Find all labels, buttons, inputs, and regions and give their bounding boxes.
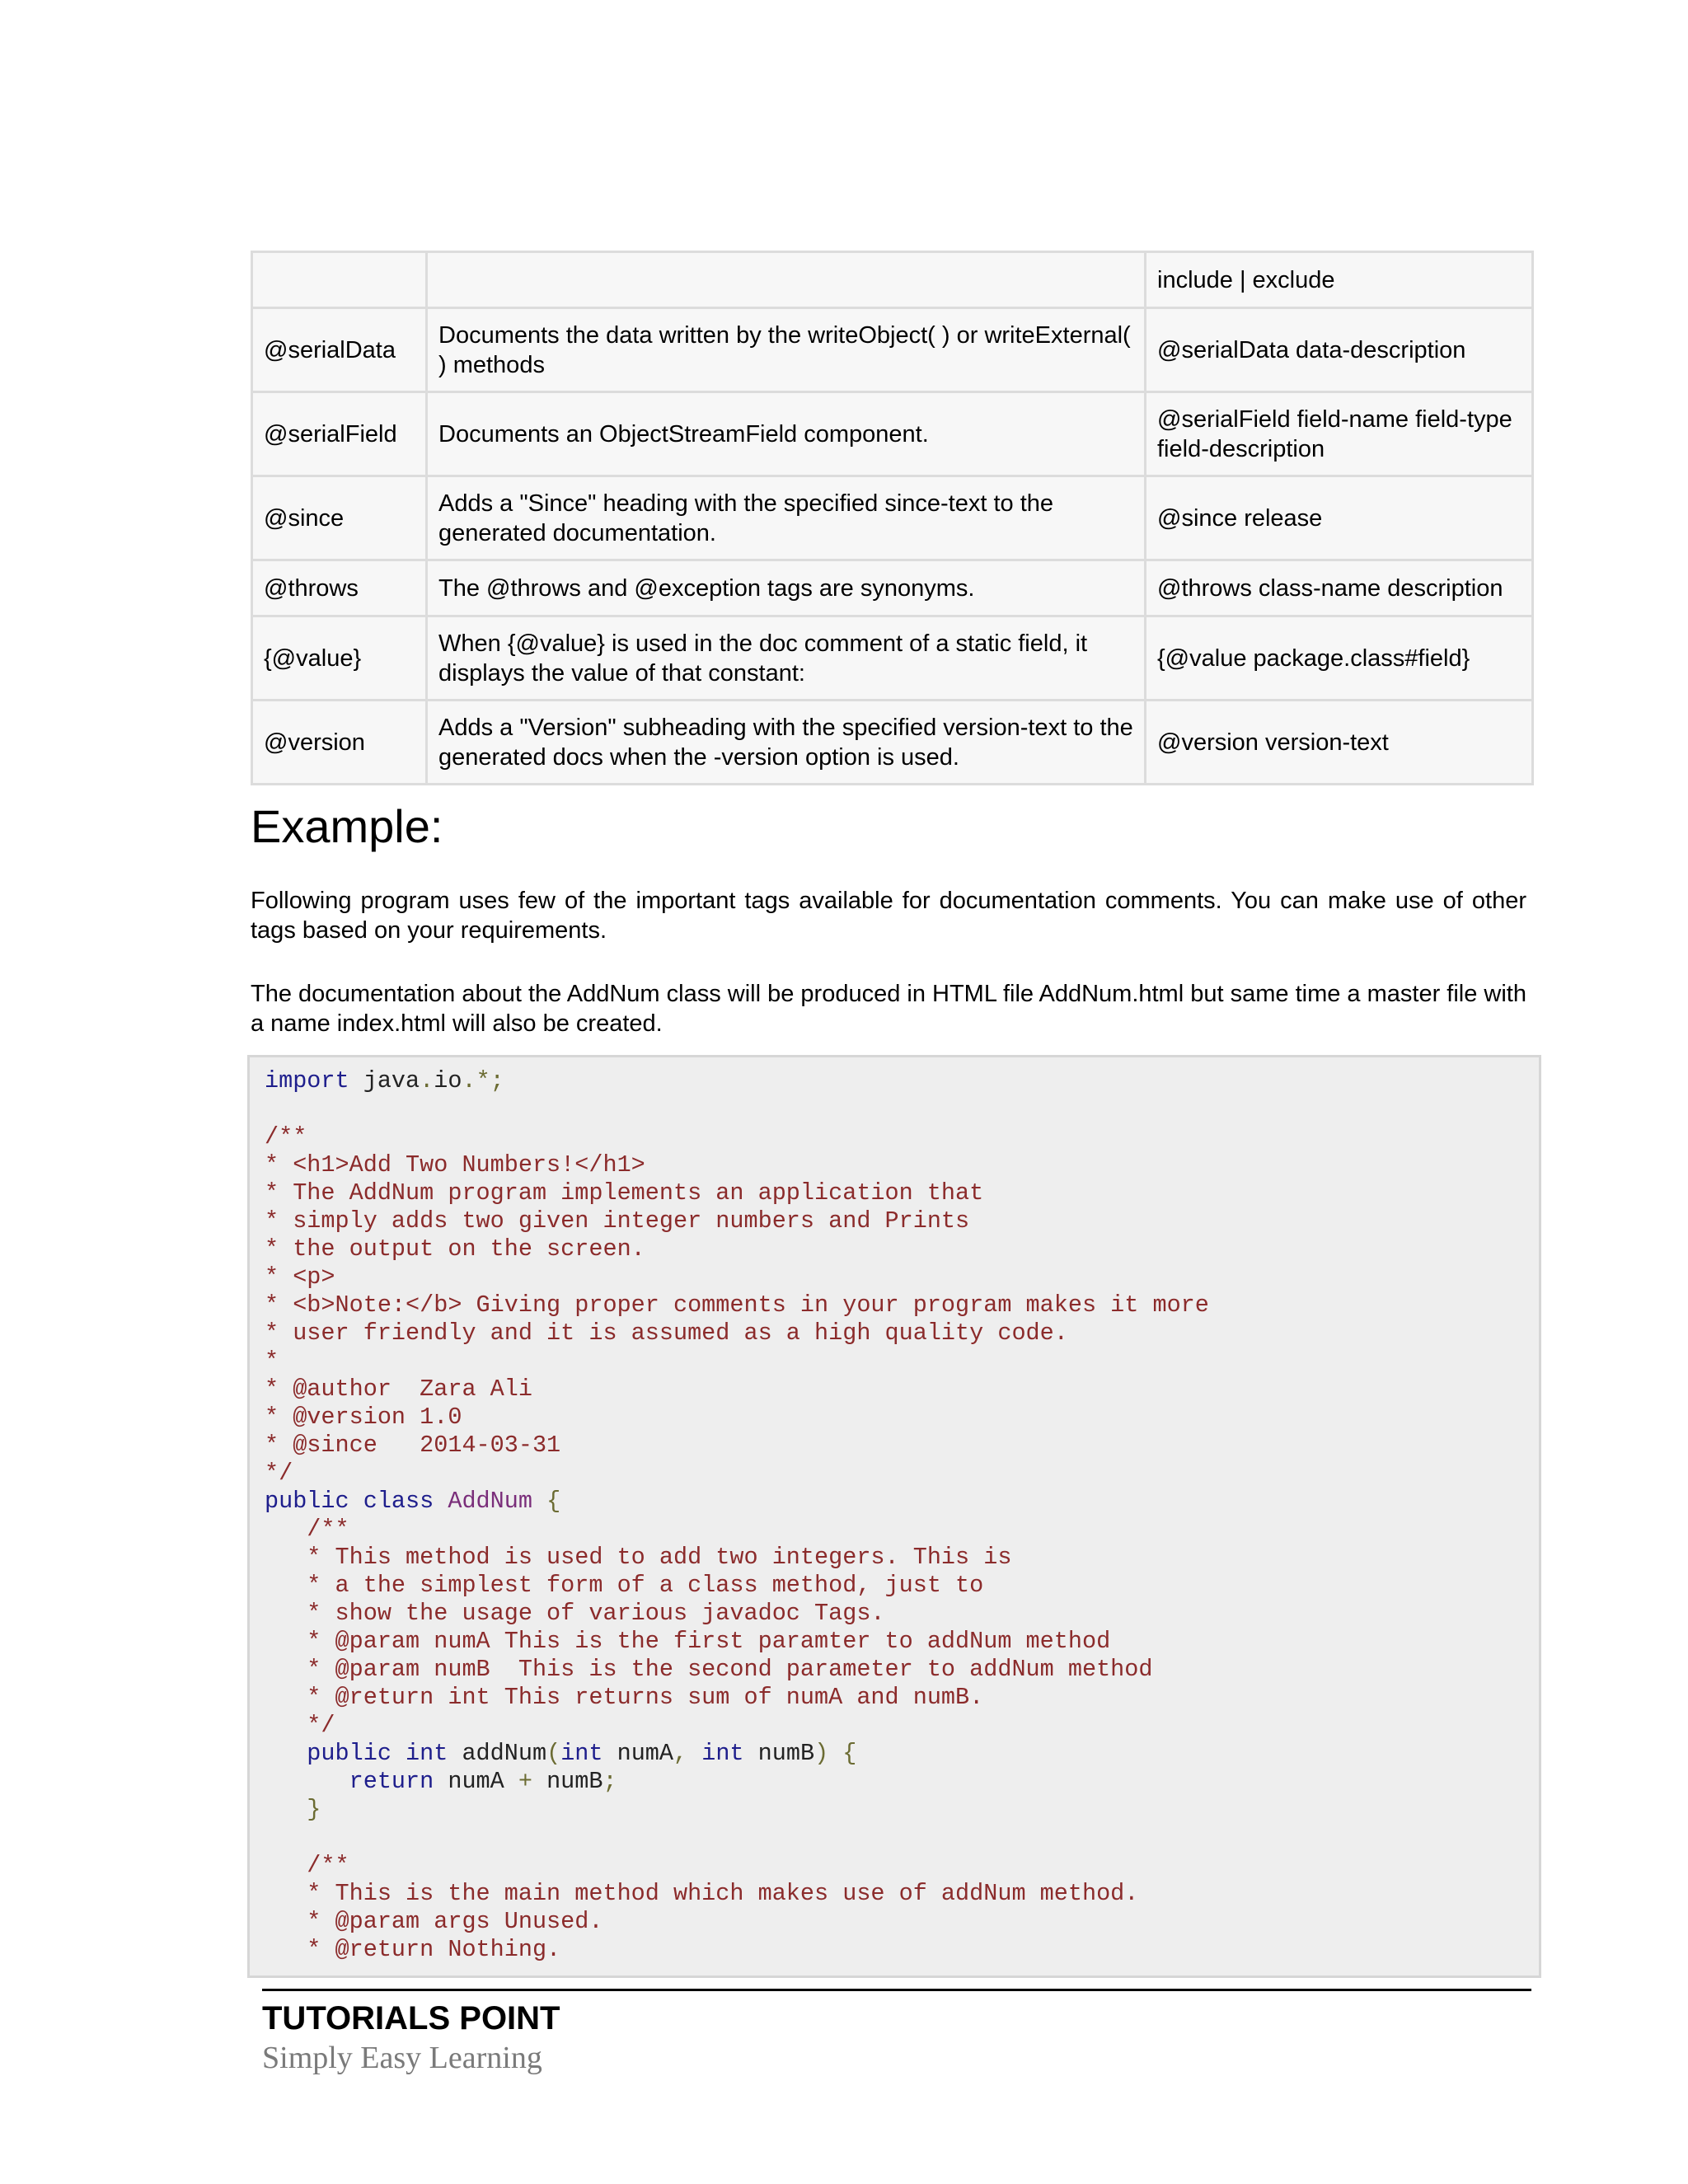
code-line: * @param numB This is the second parameter to addNum method bbox=[265, 1656, 1153, 1683]
code-line: * @param numA This is the first paramter to addNum method bbox=[265, 1628, 1111, 1655]
tag-cell: @serialData bbox=[252, 308, 427, 392]
section-heading: Example: bbox=[251, 800, 443, 852]
tag-cell: {@value} bbox=[252, 616, 427, 701]
output-paragraph: The documentation about the AddNum class will be produced in HTML file AddNum.html but same time a master file with a name index.html will also be created. bbox=[251, 981, 1526, 1037]
code-line: * <h1>Add Two Numbers!</h1> bbox=[265, 1151, 645, 1179]
code-line: * @author Zara Ali bbox=[265, 1376, 532, 1403]
code-line: * the output on the screen. bbox=[265, 1235, 645, 1263]
syntax-cell: @throws class-name description bbox=[1146, 560, 1533, 616]
description-cell: The @throws and @exception tags are synonyms. bbox=[427, 560, 1146, 616]
code-line: * This is the main method which makes use of addNum method. bbox=[265, 1880, 1139, 1907]
code-line: public class AddNum { bbox=[265, 1488, 561, 1515]
table-row bbox=[252, 616, 1533, 701]
description-cell: Documents an ObjectStreamField component. bbox=[427, 392, 1146, 476]
syntax-cell: @serialData data-description bbox=[1146, 308, 1533, 392]
code-line: */ bbox=[265, 1460, 293, 1487]
footer-tagline: Simply Easy Learning bbox=[262, 2041, 542, 2075]
description-cell: Adds a "Version" subheading with the specified version-text to the generated docs when the -version option is used. bbox=[427, 701, 1146, 785]
tag-cell: @serialField bbox=[252, 392, 427, 476]
code-line: * This method is used to add two integers. This is bbox=[265, 1544, 1012, 1571]
code-line: * user friendly and it is assumed as a high quality code. bbox=[265, 1319, 1068, 1347]
tag-cell bbox=[252, 252, 427, 308]
code-line: * @since 2014-03-31 bbox=[265, 1432, 561, 1459]
code-line: return numA + numB; bbox=[265, 1768, 617, 1795]
syntax-cell: @version version-text bbox=[1146, 701, 1533, 785]
tag-cell: @throws bbox=[252, 560, 427, 616]
code-line: /** bbox=[265, 1852, 349, 1879]
code-line: * simply adds two given integer numbers and Prints bbox=[265, 1207, 970, 1235]
code-line: */ bbox=[265, 1712, 335, 1739]
syntax-cell: @serialField field-name field-type field-description bbox=[1146, 392, 1533, 476]
code-line: * a the simplest form of a class method, just to bbox=[265, 1572, 984, 1599]
description-cell: Adds a "Since" heading with the specified since-text to the generated documentation. bbox=[427, 476, 1146, 560]
table-row bbox=[252, 252, 1533, 308]
syntax-cell: @since release bbox=[1146, 476, 1533, 560]
syntax-cell: {@value package.class#field} bbox=[1146, 616, 1533, 701]
footer-brand: TUTORIALS POINT bbox=[262, 2000, 560, 2036]
table-row bbox=[252, 392, 1533, 476]
code-line: import java.io.*; bbox=[265, 1067, 504, 1094]
table-row bbox=[252, 308, 1533, 392]
code-line: * <p> bbox=[265, 1263, 335, 1291]
code-line: } bbox=[265, 1796, 321, 1823]
code-line: /** bbox=[265, 1516, 349, 1543]
code-line: * @return int This returns sum of numA and numB. bbox=[265, 1684, 984, 1711]
table-row bbox=[252, 560, 1533, 616]
tag-cell: @version bbox=[252, 701, 427, 785]
description-cell: Documents the data written by the writeObject( ) or writeExternal( ) methods bbox=[427, 308, 1146, 392]
code-block bbox=[247, 1055, 1541, 1978]
code-line: * <b>Note:</b> Giving proper comments in your program makes it more bbox=[265, 1291, 1209, 1319]
code-line: * @return Nothing. bbox=[265, 1936, 561, 1963]
javadoc-tags-table bbox=[251, 251, 1534, 785]
code-line: * @param args Unused. bbox=[265, 1908, 603, 1935]
code-line: * @version 1.0 bbox=[265, 1404, 462, 1431]
table-row bbox=[252, 476, 1533, 560]
intro-paragraph: Following program uses few of the important tags available for documentation comments. You can make use of other tags based on your requirements. bbox=[251, 888, 1526, 944]
footer-divider bbox=[262, 1989, 1531, 1991]
table-row bbox=[252, 701, 1533, 785]
code-line: /** bbox=[265, 1123, 307, 1151]
tag-cell: @since bbox=[252, 476, 427, 560]
description-cell: When {@value} is used in the doc comment of a static field, it displays the value of that constant: bbox=[427, 616, 1146, 701]
code-line: * bbox=[265, 1347, 279, 1375]
description-cell bbox=[427, 252, 1146, 308]
syntax-cell: include | exclude bbox=[1146, 252, 1533, 308]
code-line: public int addNum(int numA, int numB) { bbox=[265, 1740, 857, 1767]
code-line: * The AddNum program implements an application that bbox=[265, 1179, 984, 1207]
code-line: * show the usage of various javadoc Tags. bbox=[265, 1600, 885, 1627]
